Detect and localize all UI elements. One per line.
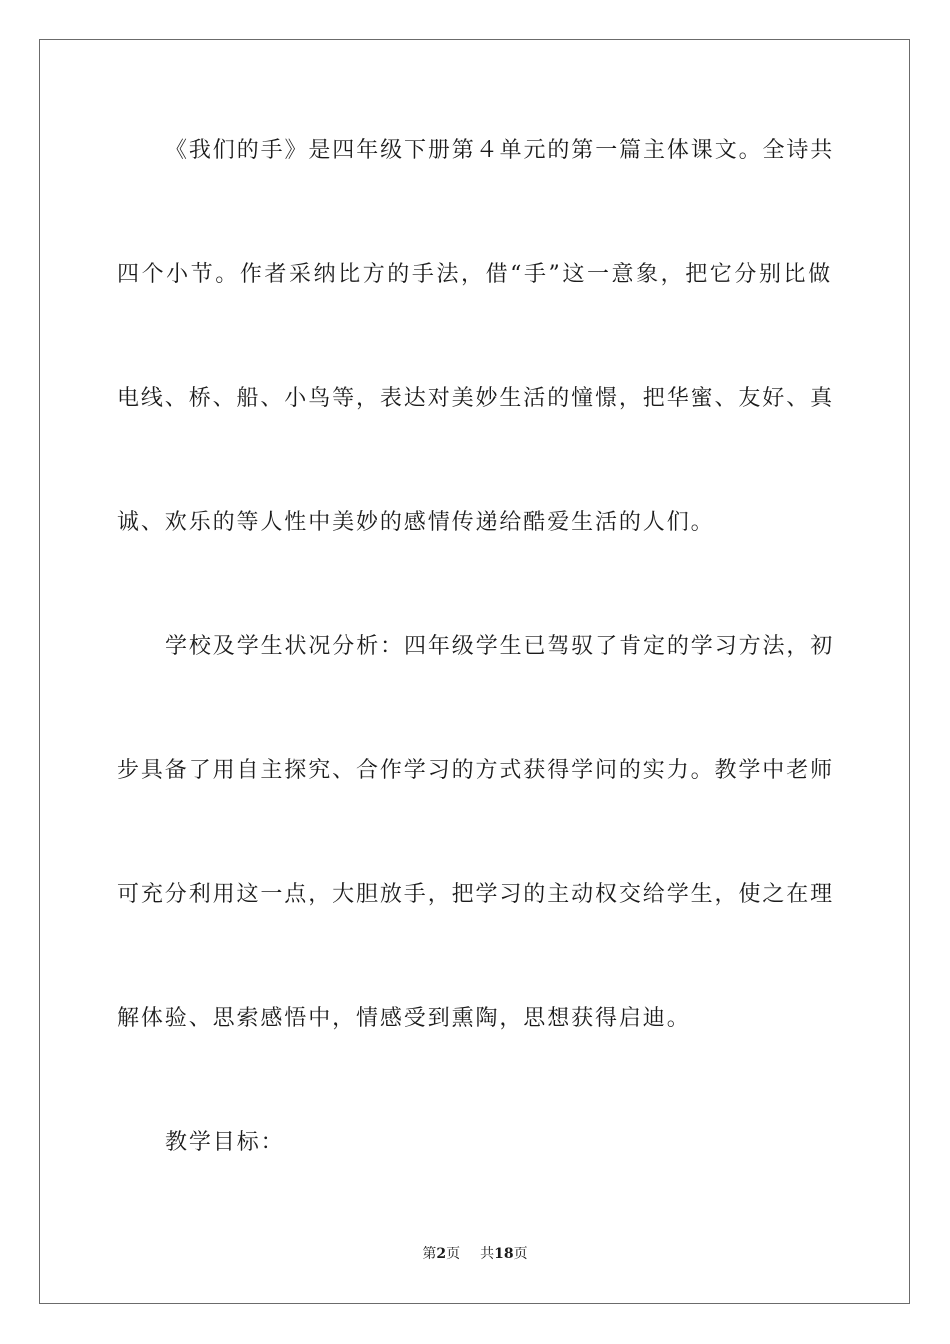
paragraph-2-line-2: 步具备了用自主探究、合作学习的方式获得学问的实力。教学中老师 <box>117 758 835 783</box>
page-footer <box>0 1244 950 1264</box>
paragraph-2-line-3: 可充分利用这一点，大胆放手，把学习的主动权交给学生，使之在理 <box>117 882 835 907</box>
section-heading-teaching-goals: 教学目标： <box>165 1130 285 1155</box>
paragraph-1-line-4: 诚、欢乐的等人性中美妙的感情传递给酷爱生活的人们。 <box>117 510 715 535</box>
footer-total-prefix: 共 <box>480 1246 495 1262</box>
paragraph-1-line-3: 电线、桥、船、小鸟等，表达对美妙生活的憧憬，把华蜜、友好、真 <box>117 386 835 411</box>
footer-total-pages: 18 <box>494 1246 514 1262</box>
footer-page-number: 2 <box>436 1246 447 1262</box>
footer-page-prefix: 第 <box>422 1246 437 1262</box>
footer-page-suffix: 页 <box>446 1246 461 1262</box>
paragraph-2-line-1: 学校及学生状况分析：四年级学生已驾驭了肯定的学习方法，初 <box>165 634 835 659</box>
footer-total-suffix: 页 <box>513 1246 528 1262</box>
page-border <box>39 39 910 1304</box>
paragraph-2-line-4: 解体验、思索感悟中，情感受到熏陶，思想获得启迪。 <box>117 1006 691 1031</box>
paragraph-1-line-1: 《我们的手》是四年级下册第４单元的第一篇主体课文。全诗共 <box>165 138 835 163</box>
paragraph-1-line-2: 四个小节。作者采纳比方的手法，借“手”这一意象，把它分别比做 <box>117 262 832 287</box>
